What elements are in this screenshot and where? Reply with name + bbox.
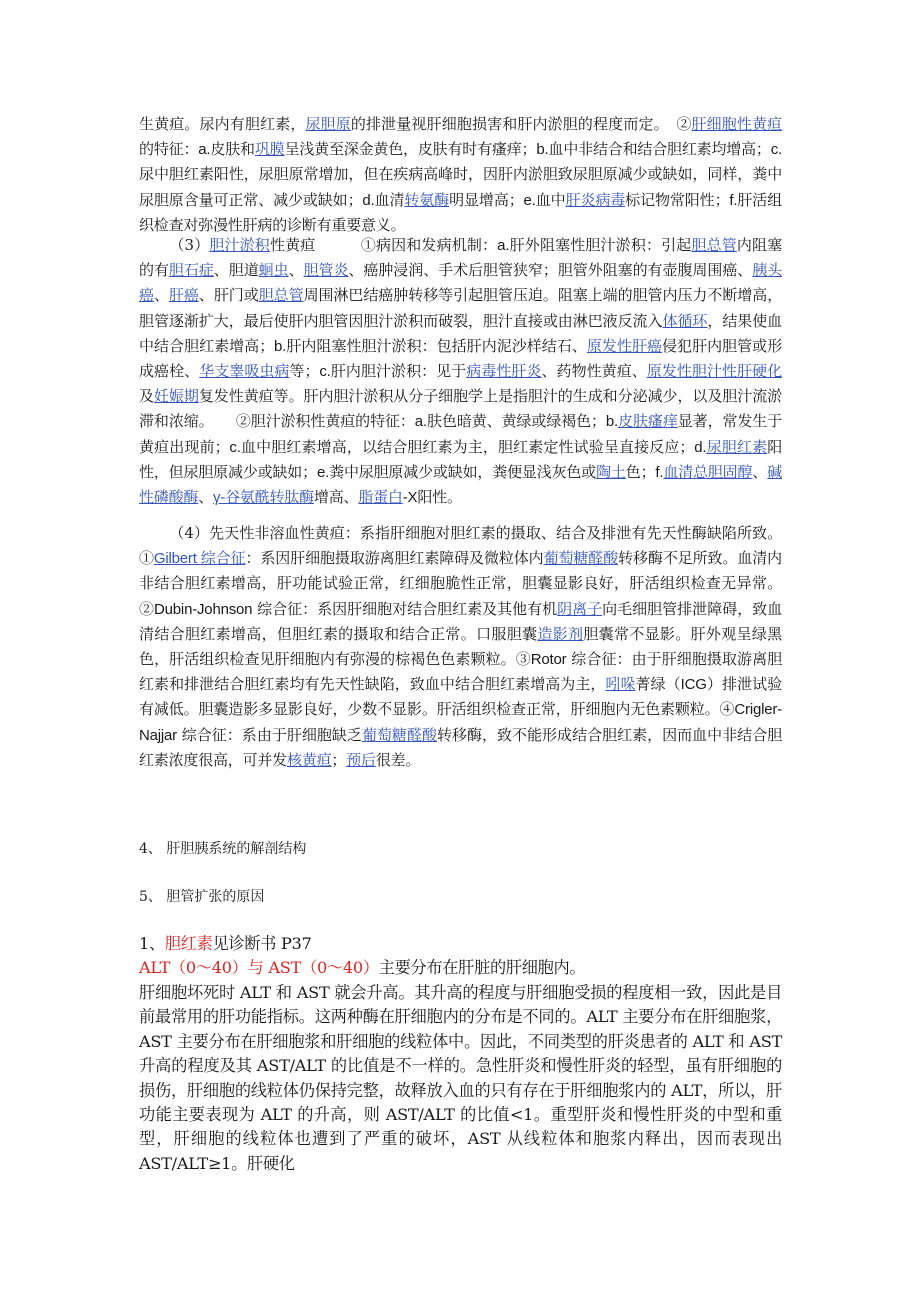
link-pancreatic-head-cancer[interactable]: 胰头癌 <box>139 261 783 305</box>
link-anion[interactable]: 阴离子 <box>557 599 603 618</box>
link-sclera[interactable]: 巩膜 <box>254 140 285 159</box>
alt-ast-keyword: ALT（0～40）与 AST（0～40） <box>139 958 379 977</box>
link-urobilinogen[interactable]: 尿胆原 <box>305 115 351 133</box>
link-gilbert-syndrome[interactable]: Gilbert 综合征 <box>153 550 246 568</box>
link-contrast-agent[interactable]: 造影剂 <box>537 624 584 643</box>
paragraph-congenital-jaundice: （4）先天性非溶血性黄疸：系指肝细胞对胆红素的摄取、结合及排泄有先天性酶缺陷所致。①Gilbert 综合征：系因肝细胞摄取游离胆红素障碍及微粒体内葡萄糖醛酸转移酶不足所致。血清内非结合胆红素增高，肝功能试验正常，红细胞脆性正常，胆囊显影良好，肝活组织检查无异常。②Dubin-Johnson 综合征：系因肝细胞对结合胆红素及其他有机阴离子向毛细胆管排泄障碍，致血清结合胆红素增高，但胆红素的摄取和结合正常。口服胆囊造影剂胆囊常不显影。肝外观呈绿黑色，肝活组织检查见肝细胞内有弥漫的棕褐色色素颗粒。③Rotor 综合征：由于肝细胞摄取游离胆红素和排泄结合胆红素均有先天性缺陷，致血中结合胆红素增高为主，吲哚菁绿（ICG）排泄试验有减低。胆囊造影多显影良好，少数不显影。肝活组织检查正常，肝细胞内无色素颗粒。④Crigler-Najjar 综合征：系由于肝细胞缺乏葡萄糖醛酸转移酶，致不能形成结合胆红素，因而血中非结合胆红素浓度很高，可并发核黄疸；预后很差。 <box>139 524 783 769</box>
link-primary-liver-cancer[interactable]: 原发性肝癌 <box>586 336 663 355</box>
link-cholelithiasis[interactable]: 胆石症 <box>168 261 214 280</box>
link-primary-biliary-cirrhosis[interactable]: 原发性胆汁性肝硬化 <box>646 362 782 381</box>
link-transaminase[interactable]: 转氨酶 <box>404 190 450 209</box>
link-pregnancy[interactable]: 妊娠期 <box>153 387 199 406</box>
link-lipoprotein[interactable]: 脂蛋白 <box>358 488 403 507</box>
link-alkaline-phosphatase[interactable]: 碱性磷酸酶 <box>139 462 783 507</box>
link-viral-hepatitis[interactable]: 病毒性肝炎 <box>466 362 542 381</box>
link-indole[interactable]: 吲哚 <box>605 675 636 694</box>
link-clonorchiasis[interactable]: 华支睾吸虫病 <box>199 362 290 381</box>
link-cholangitis[interactable]: 胆管炎 <box>303 261 349 280</box>
link-prognosis[interactable]: 预后 <box>346 750 376 769</box>
link-hepatitis-virus[interactable]: 肝炎病毒 <box>565 190 626 209</box>
link-pruritus[interactable]: 皮肤瘙痒 <box>617 412 678 431</box>
link-liver-cancer[interactable]: 肝癌 <box>168 286 199 305</box>
link-common-bile-duct[interactable]: 胆总管 <box>691 236 737 254</box>
link-cholestasis[interactable]: 胆汁淤积 <box>209 236 270 254</box>
alt-ast-line: ALT（0～40）与 AST（0～40）主要分布在肝脏的肝细胞内。 <box>139 958 586 977</box>
paragraph-hepatocellular-jaundice: 生黄疸。尿内有胆红素，尿胆原的排泄量视肝细胞损害和肝内淤胆的程度而定。 ②肝细胞性黄疸的特征：a.皮肤和巩膜呈浅黄至深金黄色，皮肤有时有瘙痒；b.血中非结合和结合胆红素均增高；c.尿中胆红素阳性，尿胆原常增加，但在疾病高峰时，因肝内淤胆致尿胆原减少或缺如，同样，粪中尿胆原含量可正常、减少或缺如；d.血清转氨酶明显增高；e.血中肝炎病毒标记物常阳性；f.肝活组织检查对弥漫性肝病的诊断有重要意义。 <box>139 115 783 234</box>
link-serum-cholesterol[interactable]: 血清总胆固醇 <box>663 462 753 481</box>
link-ggt[interactable]: γ-谷氨酰转肽酶 <box>213 489 314 507</box>
heading-hepatobiliary-anatomy: 4、 肝胆胰系统的解剖结构 <box>139 841 307 857</box>
link-clay[interactable]: 陶土 <box>596 462 626 481</box>
bilirubin-keyword: 胆红素 <box>164 934 213 953</box>
paragraph-cholestatic-jaundice: （3）胆汁淤积性黄疸 ①病因和发病机制：a.肝外阻塞性胆汁淤积：引起胆总管内阻塞的有胆石症、胆道蛔虫、胆管炎、癌肿浸润、手术后胆管狭窄；胆管外阻塞的有壶腹周围癌、胰头癌、肝癌、肝门或胆总管周围淋巴结癌肿转移等引起胆管压迫。阻塞上端的胆管内压力不断增高，胆管逐渐扩大，最后使肝内胆管因胆汁淤积而破裂，胆汁直接或由淋巴液反流入体循环，结果使血中结合胆红素增高；b.肝内阻塞性胆汁淤积：包括肝内泥沙样结石、原发性肝癌侵犯肝内胆管或形成癌栓、华支睾吸虫病等；c.肝内胆汁淤积：见于病毒性肝炎、药物性黄疸、原发性胆汁性肝硬化及妊娠期复发性黄疸等。肝内胆汁淤积从分子细胞学上是指胆汁的生成和分泌减少，以及胆汁流淤滞和浓缩。 ②胆汁淤积性黄疸的特征：a.肤色暗黄、黄绿或绿褐色；b.皮肤瘙痒显著，常发生于黄疸出现前；c.血中胆红素增高，以结合胆红素为主，胆红素定性试验呈直接反应；d.尿胆红素阳性，但尿胆原减少或缺如；e.粪中尿胆原减少或缺如，粪便显浅灰色或陶土色；f.血清总胆固醇、碱性磷酸酶、γ-谷氨酰转肽酶增高、脂蛋白-X阳性。 <box>139 236 783 507</box>
heading-bile-duct-dilation: 5、 胆管扩张的原因 <box>139 889 265 905</box>
link-urine-bilirubin[interactable]: 尿胆红素 <box>706 437 768 456</box>
link-kernicterus[interactable]: 核黄疸 <box>287 750 332 769</box>
alt-ast-body-text: 肝细胞坏死时 ALT 和 AST 就会升高。其升高的程度与肝细胞受损的程度相一致，因此是目前最常用的肝功能指标。这两种酶在肝细胞内的分布是不同的。ALT 主要分布在肝细胞浆，AST 主要分布在肝细胞浆和肝细胞的线粒体中。因此，不同类型的肝炎患者的 ALT 和 AST 升高的程度及其 AST/ALT 的比值是不一样的。急性肝炎和慢性肝炎的轻型，虽有肝细胞的损伤，肝细胞的线粒体仍保持完整，故释放入血的只有存在于肝细胞浆内的 ALT，所以，肝功能主要表现为 ALT 的升高，则 AST/ALT 的比值<1。重型肝炎和慢性肝炎的中型和重型，肝细胞的线粒体也遭到了严重的破坏，AST 从线粒体和胞浆内释出，因而表现出 AST/ALT≥1。肝硬化 <box>139 983 782 1173</box>
link-hepatocellular-jaundice[interactable]: 肝细胞性黄疸 <box>691 115 782 133</box>
link-roundworm[interactable]: 蛔虫 <box>258 261 289 280</box>
link-glucuronic-acid[interactable]: 葡萄糖醛酸 <box>543 549 619 568</box>
link-common-bile-duct-2[interactable]: 胆总管 <box>258 286 304 305</box>
section-bilirubin-title: 1、胆红素见诊断书 P37 <box>139 934 312 953</box>
link-glucuronic-acid-2[interactable]: 葡萄糖醛酸 <box>361 725 437 744</box>
link-systemic-circulation[interactable]: 体循环 <box>662 311 708 330</box>
